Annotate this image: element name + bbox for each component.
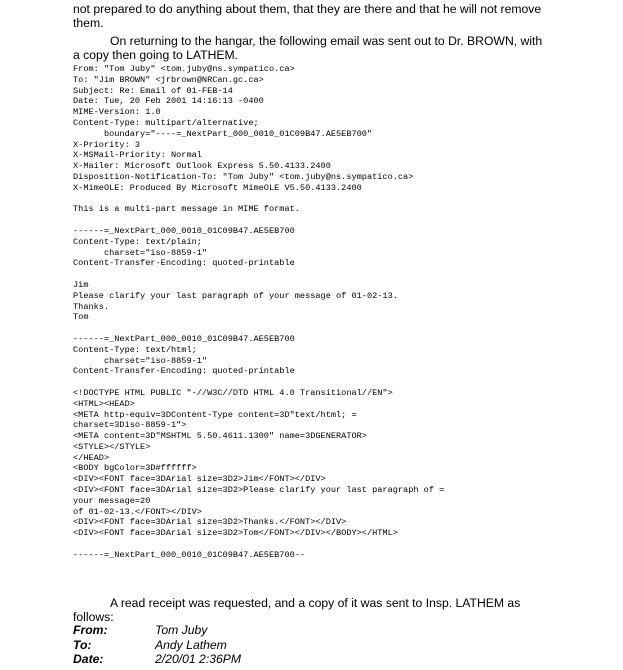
- email-source-line: To: "Jim BROWN" <jrbrown@NRCan.gc.ca>: [73, 74, 264, 85]
- email-source-line: Please clarify your last paragraph of your message of 01-02-13.: [73, 290, 398, 301]
- email-source-line: X-Priority: 3: [73, 139, 141, 150]
- paragraph-email-sent: [73, 34, 553, 62]
- email-source-line: <DIV><FONT face=3DArial size=3D2>Jim</FONT></DIV>: [73, 474, 326, 485]
- receipt-from-row: [73, 623, 373, 638]
- receipt-date-row: [73, 652, 373, 667]
- email-source-line: [73, 215, 603, 226]
- email-source-line: Subject: Re: Email of 01-FEB-14: [73, 85, 233, 96]
- email-source-line: <BODY bgColor=3D#ffffff>: [73, 463, 197, 474]
- email-source-line: of 01-02-13.</FONT></DIV>: [73, 506, 202, 517]
- email-source-line: Content-Transfer-Encoding: quoted-printable: [73, 258, 295, 269]
- email-source-line: <HTML><HEAD>: [73, 398, 135, 409]
- email-source-line: <DIV><FONT face=3DArial size=3D2>Tom</FONT></DIV></BODY></HTML>: [73, 528, 398, 539]
- receipt-header: [73, 623, 373, 667]
- email-source-line: [73, 194, 603, 205]
- email-source-line: <META http-equiv=3DContent-Type content=3D"text/html; =: [73, 409, 357, 420]
- paragraph-email-sent-line-2: a copy then going to LATHEM.: [73, 48, 239, 62]
- paragraph-intro-line-2: them.: [73, 16, 104, 30]
- email-source-line: MIME-Version: 1.0: [73, 107, 161, 118]
- email-source-line: Content-Transfer-Encoding: quoted-printable: [73, 366, 295, 377]
- email-source-line: Thanks.: [73, 301, 110, 312]
- email-source-line: Jim: [73, 279, 89, 290]
- receipt-date-value: 2/20/01 2:36PM: [155, 652, 242, 666]
- email-source-line: boundary="----=_NextPart_000_0010_01C09B47.AE5EB700": [73, 128, 373, 139]
- email-source-line: Tom: [73, 312, 89, 323]
- email-source-line: <DIV><FONT face=3DArial size=3D2>Thanks.</FONT></DIV>: [73, 517, 347, 528]
- email-source-line: X-MSMail-Priority: Normal: [73, 150, 202, 161]
- receipt-from-label: From:: [73, 623, 108, 637]
- email-source-line: Disposition-Notification-To: "Tom Juby" <tom.juby@ns.sympatico.ca>: [73, 171, 414, 182]
- paragraph-intro-line-1: not prepared to do anything about them, that they are there and that he will not remove: [73, 2, 542, 16]
- email-source-line: </HEAD>: [73, 452, 110, 463]
- email-source-line: [73, 323, 603, 334]
- email-source-line: <!DOCTYPE HTML PUBLIC "-//W3C//DTD HTML 4.0 Transitional//EN">: [73, 387, 393, 398]
- email-source-line: ------=_NextPart_000_0010_01C09B47.AE5EB700: [73, 333, 295, 344]
- paragraph-read-receipt: [73, 596, 553, 624]
- paragraph-intro: [73, 2, 553, 30]
- email-source-line: Content-Type: text/plain;: [73, 236, 202, 247]
- email-source-line: Content-Type: text/html;: [73, 344, 197, 355]
- email-source-line: <META content=3D"MSHTML 5.50.4611.1300" name=3DGENERATOR>: [73, 431, 367, 442]
- email-source-block: [73, 64, 603, 561]
- email-source-line: [73, 377, 603, 388]
- receipt-to-label: To:: [73, 637, 92, 652]
- email-source-line: Date: Tue, 20 Feb 2001 14:16:13 -0400: [73, 96, 264, 107]
- email-source-line: X-Mailer: Microsoft Outlook Express 5.50.4133.2400: [73, 161, 331, 172]
- email-source-line: charset="iso-8859-1": [73, 355, 208, 366]
- email-source-line: This is a multi-part message in MIME format.: [73, 204, 300, 215]
- email-source-line: your message=20: [73, 495, 151, 506]
- receipt-date-label: Date:: [73, 652, 104, 666]
- email-source-line: charset="iso-8859-1": [73, 247, 208, 258]
- receipt-to-row: [73, 638, 373, 653]
- email-source-line: [73, 539, 603, 550]
- email-source-line: <DIV><FONT face=3DArial size=3D2>Please clarify your last paragraph of =: [73, 485, 445, 496]
- email-source-line: From: "Tom Juby" <tom.juby@ns.sympatico.ca>: [73, 64, 295, 74]
- paragraph-email-sent-line-1: On returning to the hangar, the following email was sent out to Dr. BROWN, with: [110, 34, 543, 48]
- email-source-line: ------=_NextPart_000_0010_01C09B47.AE5EB700--: [73, 549, 306, 560]
- email-source-line: <STYLE></STYLE>: [73, 441, 151, 452]
- receipt-from-value: Tom Juby: [155, 623, 208, 637]
- paragraph-read-receipt-line-2: follows:: [73, 610, 114, 624]
- email-source-line: charset=3Diso-8859-1">: [73, 420, 187, 431]
- email-source-line: Content-Type: multipart/alternative;: [73, 117, 259, 128]
- email-source-line: X-MimeOLE: Produced By Microsoft MimeOLE V5.50.4133.2400: [73, 182, 362, 193]
- email-source-line: ------=_NextPart_000_0010_01C09B47.AE5EB700: [73, 225, 295, 236]
- email-source-line: [73, 269, 603, 280]
- paragraph-read-receipt-line-1: A read receipt was requested, and a copy of it was sent to Insp. LATHEM as: [110, 596, 521, 610]
- receipt-to-value: Andy Lathem: [155, 637, 227, 652]
